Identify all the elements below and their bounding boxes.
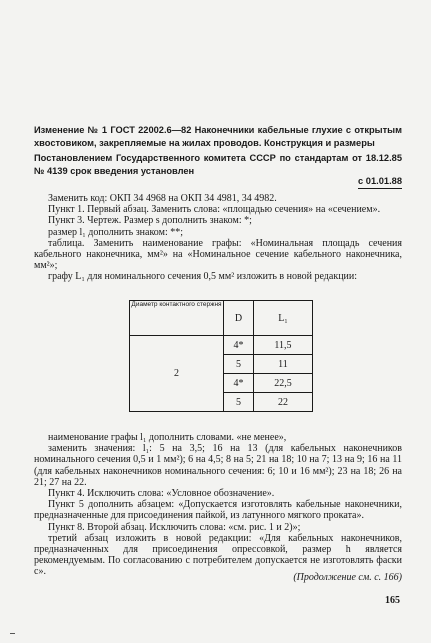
cell-d: 4* <box>224 336 254 355</box>
paragraph: размер l₁ дополнить знаком: **; <box>48 226 183 238</box>
paragraph: таблица. Заменить наименование графы: «Номинальная площадь сечения кабельного наконечника, мм²» на «Номинальное сечение кабельного наконечника, мм²»; <box>34 237 402 272</box>
header-diameter: Диаметр контактного стержня <box>130 301 224 336</box>
effective-date: с 01.01.88 <box>358 175 402 189</box>
margin-mark <box>10 633 15 634</box>
continuation-note: (Продолжение см. с. 166) <box>293 572 402 583</box>
cell-d: 4* <box>224 374 254 393</box>
paragraph: Пункт 5 дополнить абзацем: «Допускается изготовлять кабельные наконечники, предназначенные для присоединения пайкой, из латунного мягкого проката». <box>34 499 402 522</box>
cell-l1: 11 <box>254 355 313 374</box>
cell-l1: 22,5 <box>254 374 313 393</box>
amendment-title: Изменение № 1 ГОСТ 22002.6—82 Наконечники кабельные глухие с открытым хвостовиком, закрепляемые на жилах проводов. Конструкция и размеры <box>34 125 402 148</box>
cell-d: 5 <box>224 393 254 412</box>
body-bottom <box>34 432 402 578</box>
cell-diameter: 2 <box>130 336 224 412</box>
paragraph: Пункт 8. Второй абзац. Исключить слова: «см. рис. 1 и 2)»; <box>48 521 301 533</box>
paragraph: графу L₁ для номинального сечения 0,5 мм² изложить в новой редакции: <box>48 271 358 283</box>
cell-d: 5 <box>224 355 254 374</box>
paragraph: Пункт 3. Чертеж. Размер s дополнить знаком: *; <box>48 215 252 227</box>
resolution-line: Постановлением Государственного комитета СССР по стандартам от 18.12.85 № 4139 срок введения установлен <box>34 153 402 176</box>
body-top <box>34 193 402 283</box>
header-l1: L₁ <box>254 301 313 336</box>
paragraph: заменить значения: l₁: 5 на 3,5; 16 на 13 (для кабельных наконечников номинального сечения 0,5 и 1 мм²); 6 на 4,5; 8 на 5; 21 на 18; 10 на 7; 13 на 9; 16 на 11 (для кабельных наконечников номинального сечения: 6; 10 и 16 мм²); 23 на 18; 26 на 21; 27 на 22. <box>34 443 402 488</box>
paragraph: наименование графы l₁ дополнить словами. «не менее», <box>48 432 287 443</box>
table-row <box>130 336 313 355</box>
header-d: D <box>224 301 254 336</box>
dimensions-table <box>129 300 313 412</box>
page-number: 165 <box>385 595 400 606</box>
paragraph: Пункт 4. Исключить слова: «Условное обозначение». <box>48 488 275 500</box>
cell-l1: 11,5 <box>254 336 313 355</box>
table-header-row <box>130 301 313 336</box>
paragraph: третий абзац изложить в новой редакции: «Для кабельных наконечников, предназначенных для присоединения опрессовкой, размер h является рекомендуемым. По согласованию с потребителем допускается не изготовлять фаски с». <box>34 532 402 578</box>
cell-l1: 22 <box>254 393 313 412</box>
paragraph: Заменить код: ОКП 34 4968 на ОКП 34 4981, 34 4982. <box>48 193 277 204</box>
paragraph: Пункт 1. Первый абзац. Заменить слова: «площадью сечения» на «сечением». <box>48 204 381 216</box>
